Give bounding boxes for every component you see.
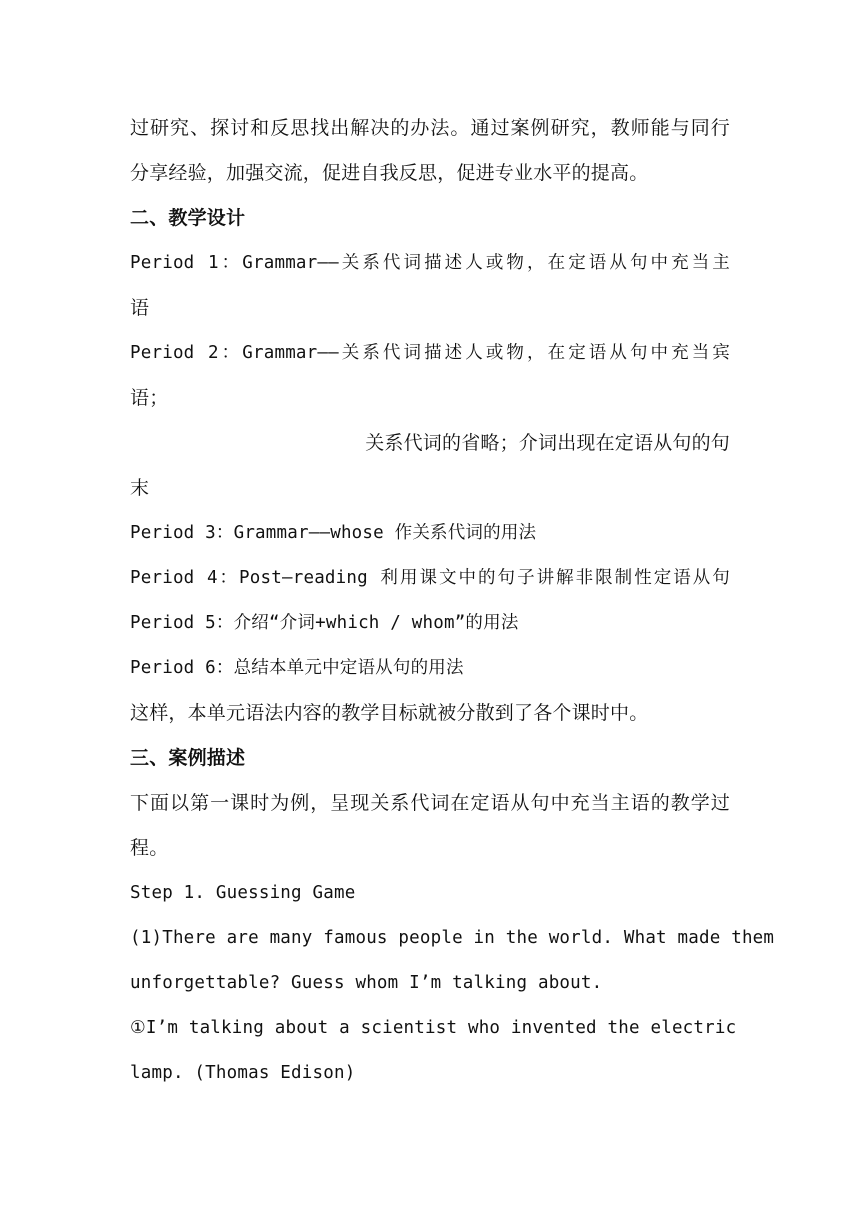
paragraph-line: 这样，本单元语法内容的教学目标就被分散到了各个课时中。 (130, 702, 649, 724)
paragraph-line: (1)There are many famous people in the world. What made them (130, 928, 775, 948)
period-line: Period 6：总结本单元中定语从句的用法 (130, 658, 464, 678)
paragraph-line: ①I’m talking about a scientist who invented the electric (130, 1018, 737, 1038)
period-line-continuation: 末 (130, 477, 150, 499)
period-line-continuation: 关系代词的省略；介词出现在定语从句的句 (365, 432, 730, 454)
period-line: Period 2：Grammar——关系代词描述人或物，在定语从句中充当宾 (130, 343, 730, 363)
paragraph-line: lamp. (Thomas Edison) (130, 1063, 356, 1083)
paragraph-line: 过研究、探讨和反思找出解决的办法。通过案例研究，教师能与同行 (130, 117, 730, 139)
period-line: Period 5：介绍“介词+which / whom”的用法 (130, 613, 519, 633)
period-line: Period 3：Grammar——whose 作关系代词的用法 (130, 523, 537, 543)
period-line: Period 4：Post—reading 利用课文中的句子讲解非限制性定语从句 (130, 568, 730, 588)
period-line-continuation: 语； (130, 387, 169, 409)
paragraph-line: 下面以第一课时为例，呈现关系代词在定语从句中充当主语的教学过 (130, 792, 730, 814)
paragraph-line: 程。 (130, 837, 169, 859)
section-heading: 三、案例描述 (130, 747, 246, 769)
paragraph-line: 分享经验，加强交流，促进自我反思，促进专业水平的提高。 (130, 162, 649, 184)
section-heading: 二、教学设计 (130, 207, 246, 229)
period-line-continuation: 语 (130, 297, 150, 319)
period-line: Period 1：Grammar——关系代词描述人或物，在定语从句中充当主 (130, 253, 730, 273)
step-heading: Step 1. Guessing Game (130, 883, 356, 903)
paragraph-line: unforgettable? Guess whom I’m talking about. (130, 973, 603, 993)
